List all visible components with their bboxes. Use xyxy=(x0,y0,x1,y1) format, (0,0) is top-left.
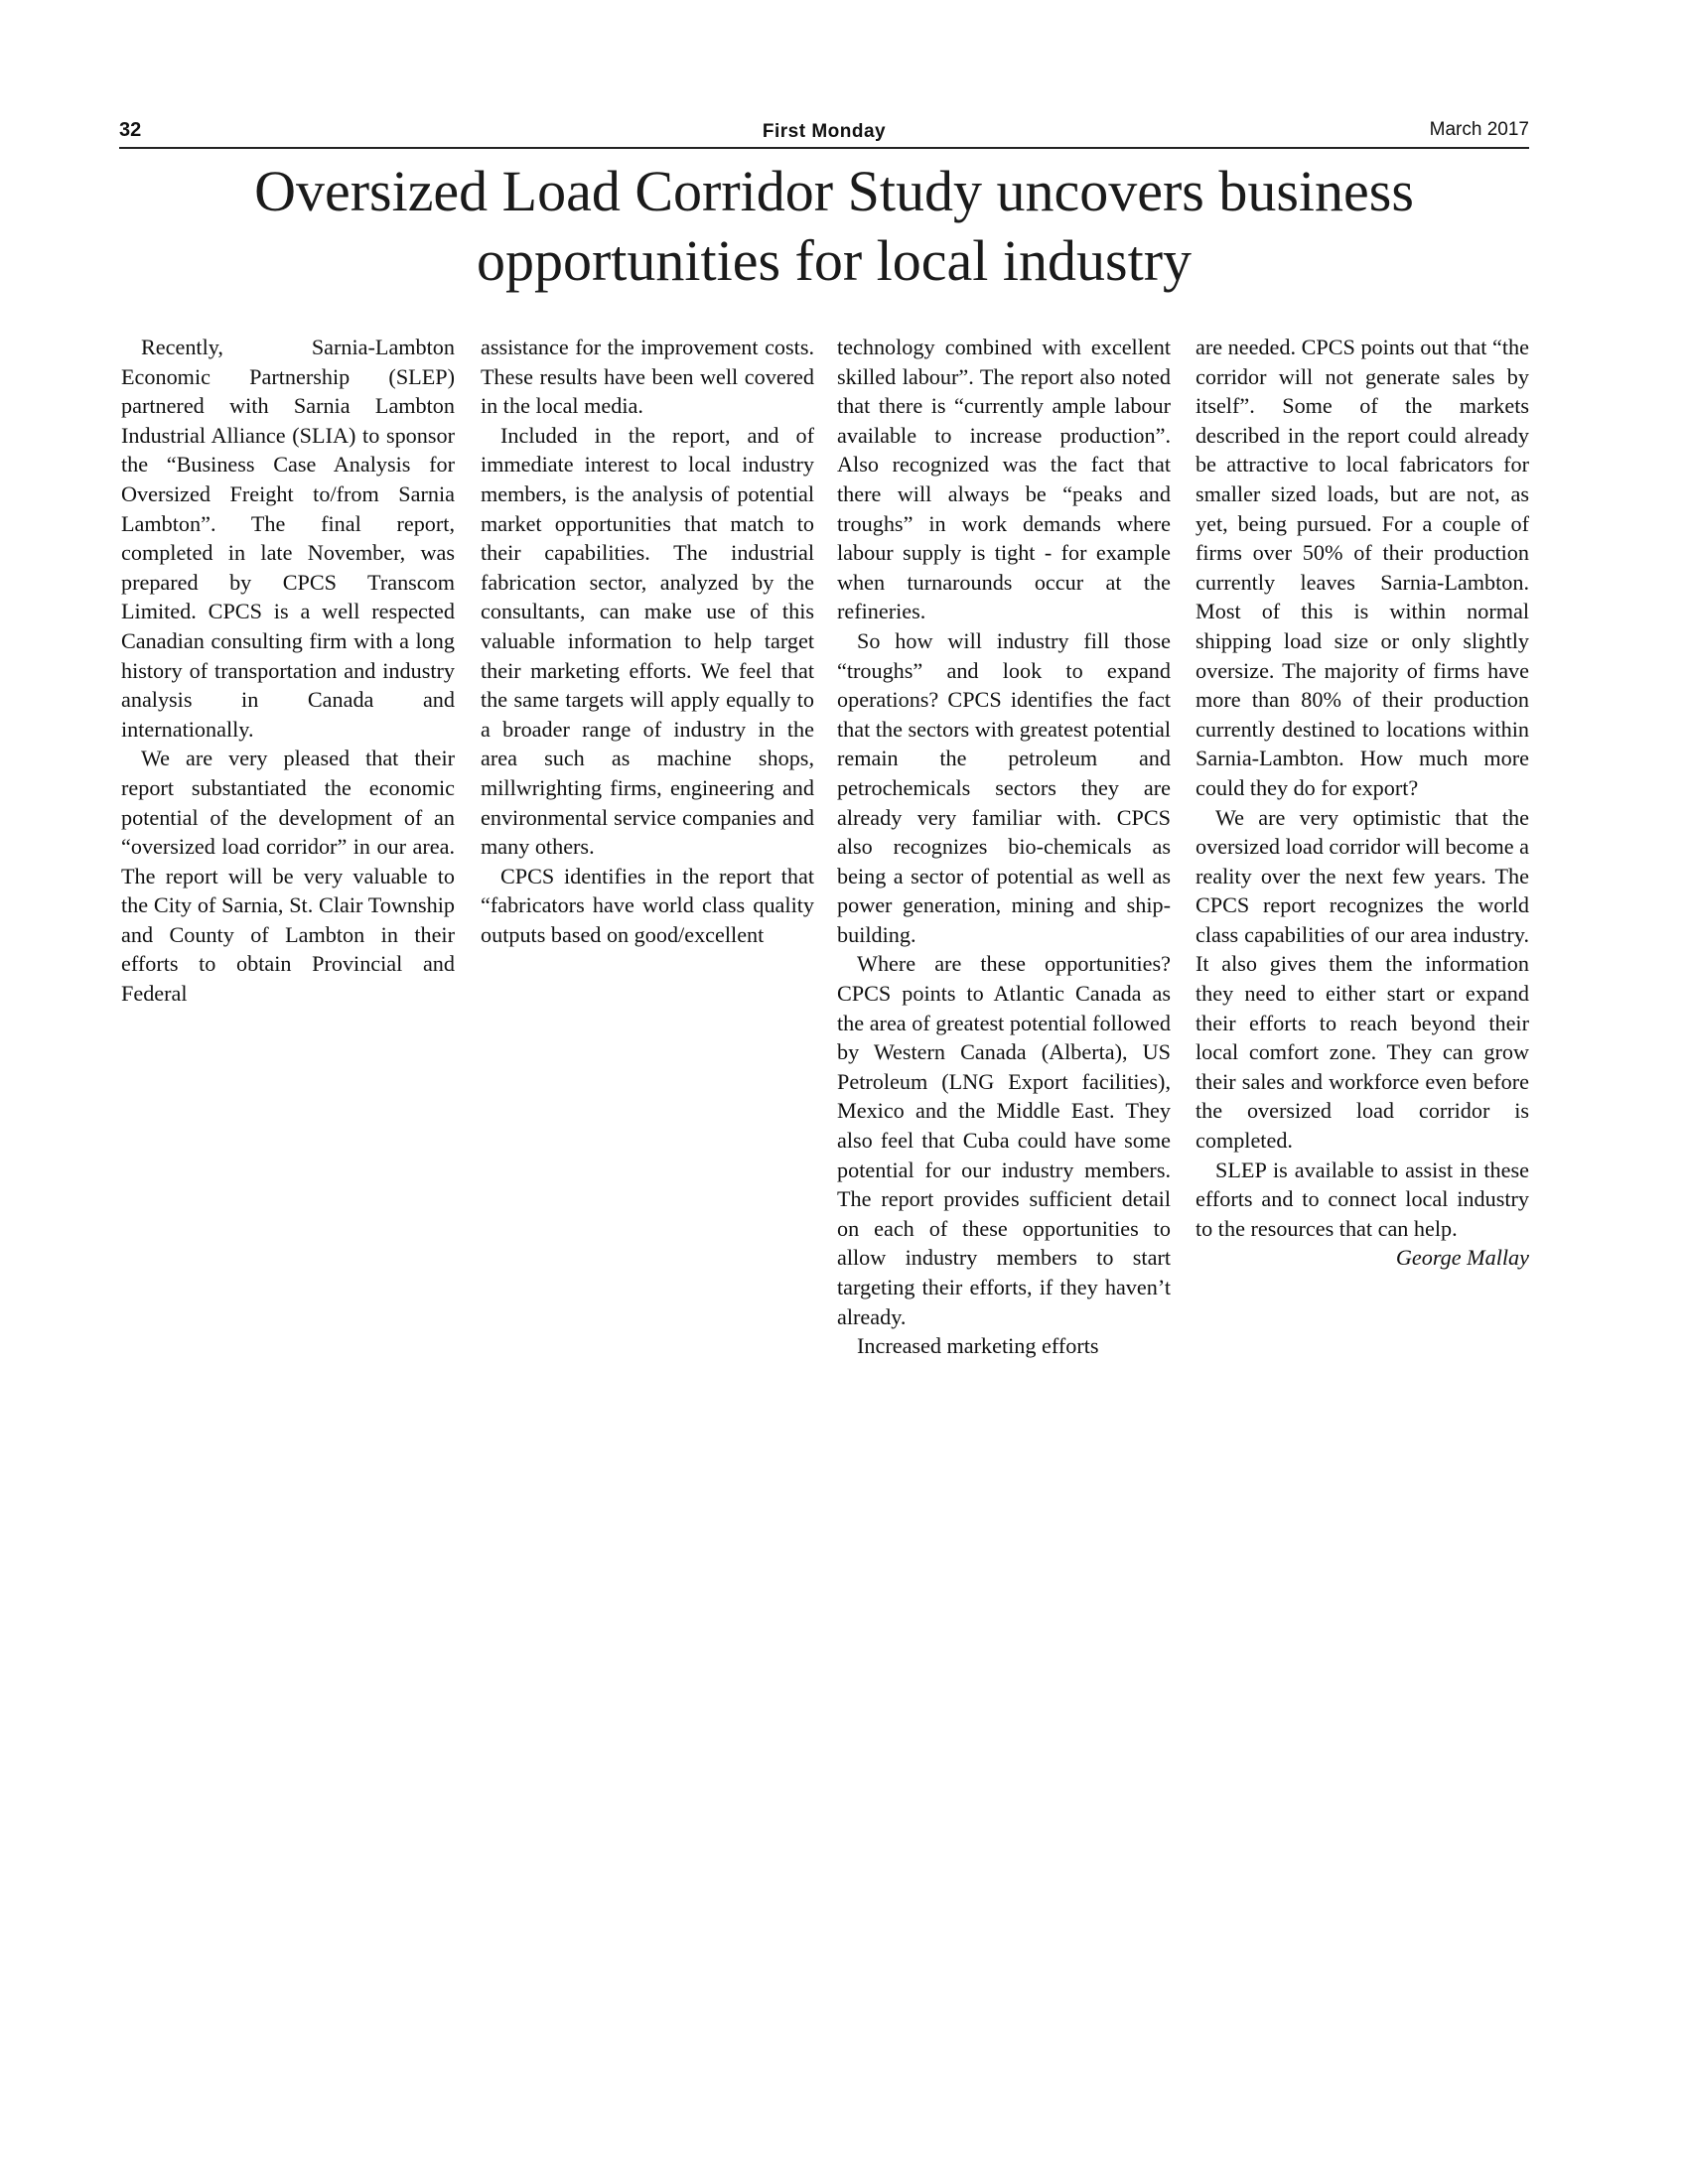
article-paragraph: CPCS identifies in the report that “fabricators have world class quality outputs based on good/excellent xyxy=(481,863,814,947)
article-paragraph: technology combined with excellent skilled labour”. The report also noted that there is “currently ample labour available to increase production”. Also recognized was the fact that there will always be “peaks and troughs” in work demands where labour supply is tight - for example when turnarounds occur at the refineries. xyxy=(837,335,1171,624)
article-title-line-2: opportunities for local industry xyxy=(476,228,1193,293)
page-number: 32 xyxy=(119,119,142,141)
article-paragraph: So how will industry fill those “troughs” and look to expand operations? CPCS identifies the fact that the sectors with greatest potential remain the petroleum and petrochemicals sectors they are already very familiar with. CPCS also recognizes bio-chemicals as being a sector of potential as well as power generation, mining and ship-building. xyxy=(837,627,1171,947)
article-column-3 xyxy=(837,333,1171,1361)
article-title-line-1: Oversized Load Corridor Study uncovers business xyxy=(254,159,1414,223)
publication-name: First Monday xyxy=(762,121,887,142)
page-header xyxy=(119,117,1529,149)
article-paragraph: Included in the report, and of immediate interest to local industry members, is the analysis of potential market opportunities that match to their capabilities. The industrial fabrication sector, analyzed by the consultants, can make use of this valuable information to help target their marketing efforts. We feel that the same targets will apply equally to a broader range of industry in the area such as machine shops, millwrighting firms, engineering and environmental service companies and many others. xyxy=(481,422,814,860)
article-paragraph: are needed. CPCS points out that “the corridor will not generate sales by itself”. Some of the markets described in the report could already be attractive to local fabricators for smaller sized loads, but are not, as yet, being pursued. For a couple of firms over 50% of their production currently leaves Sarnia-Lambton. Most of this is within normal shipping load size or only slightly oversize. The majority of firms have more than 80% of their production currently destined to locations within Sarnia-Lambton. How much more could they do for export? xyxy=(1196,335,1529,800)
article-paragraph: assistance for the improvement costs. These results have been well covered in the local media. xyxy=(481,335,814,419)
article-paragraph: We are very pleased that their report substantiated the economic potential of the development of an “oversized load corridor” in our area. The report will be very valuable to the City of Sarnia, St. Clair Township and County of Lambton in their efforts to obtain Provincial and Federal xyxy=(121,746,455,1007)
article-paragraph: We are very optimistic that the oversized load corridor will become a reality over the next few years. The CPCS report recognizes the world class capabilities of our area industry. It also gives them the information they need to either start or expand their efforts to reach beyond their local comfort zone. They can grow their sales and workforce even before the oversized load corridor is completed. xyxy=(1196,804,1529,1154)
article-column-2 xyxy=(481,333,814,949)
article-column-1 xyxy=(121,333,455,1009)
article-title xyxy=(139,157,1529,296)
article-paragraph: Recently, Sarnia-Lambton Economic Partnership (SLEP) partnered with Sarnia Lambton Industrial Alliance (SLIA) to sponsor the “Business Case Analysis for Oversized Freight to/from Sarnia Lambton”. The final report, completed in late November, was prepared by CPCS Transcom Limited. CPCS is a well respected Canadian consulting firm with a long history of transportation and industry analysis in Canada and internationally. xyxy=(121,335,455,742)
article-paragraph: Where are these opportunities? CPCS points to Atlantic Canada as the area of greatest potential followed by Western Canada (Alberta), US Petroleum (LNG Export facilities), Mexico and the Middle East. They also feel that Cuba could have some potential for our industry members. The report provides sufficient detail on each of these opportunities to allow industry members to start targeting their efforts, if they haven’t already. xyxy=(837,951,1171,1329)
article-paragraph: SLEP is available to assist in these efforts and to connect local industry to the resources that can help. xyxy=(1196,1157,1529,1241)
article-paragraph: Increased marketing efforts xyxy=(857,1333,1099,1359)
article-column-4 xyxy=(1196,333,1529,1273)
author-byline: George Mallay xyxy=(1395,1245,1529,1271)
publication-date: March 2017 xyxy=(1429,119,1529,140)
